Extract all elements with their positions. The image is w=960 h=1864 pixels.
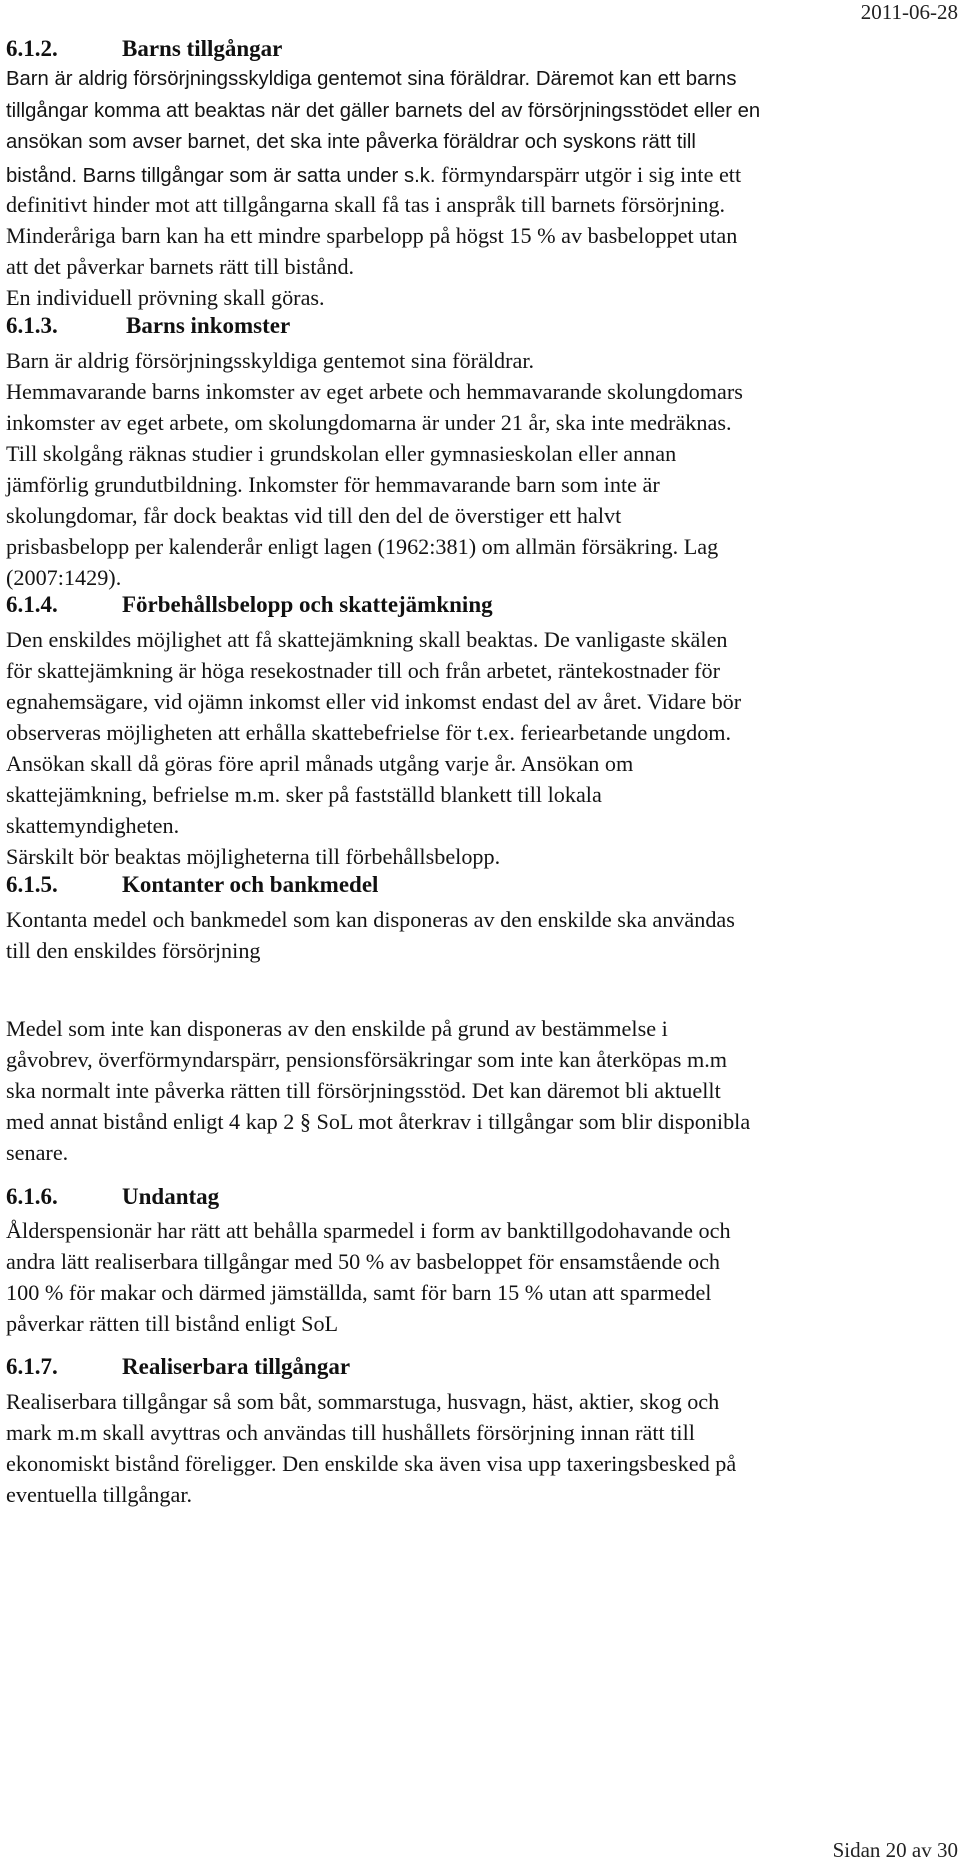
section-body-6-1-2 bbox=[6, 64, 958, 192]
body-text-sans: Barn är aldrig försörjningsskyldiga gentemot sina föräldrar. Däremot kan ett barns tillgångar komma att beaktas när det gäller barnets del av försörjningsstödet eller en ansökan som avser barnet, det ska inte påverka föräldrar och syskons rätt till bistånd. Barns tillgångar som är satta under s.k. bbox=[6, 68, 761, 187]
section-number: 6.1.6. bbox=[6, 1184, 58, 1209]
section-number: 6.1.7. bbox=[6, 1354, 58, 1379]
section-heading-6-1-6 bbox=[6, 1184, 219, 1210]
section-heading-6-1-4 bbox=[6, 592, 493, 618]
section-title: Barns tillgångar bbox=[122, 36, 283, 61]
section-heading-6-1-3 bbox=[6, 313, 290, 339]
section-body-6-1-5-para2: Medel som inte kan disponeras av den enskilde på grund av bestämmelse i gåvobrev, överförmyndarspärr, pensionsförsäkringar som inte kan återköpas m.m ska normalt inte påverka rätten till försörjningsstöd. Det kan däremot bli aktuellt med annat bistånd enligt 4 kap 2 § SoL mot återkrav i tillgångar som blir disponibla senare. bbox=[6, 1016, 751, 1165]
section-body-6-1-3: Barn är aldrig försörjningsskyldiga gentemot sina föräldrar. Hemmavarande barns inkomster av eget arbete och hemmavarande skolungdomars inkomster av eget arbete, om skolungdomarna är under 21 år, ska inte medräknas. Till skolgång räknas studier i grundskolan eller gymnasieskolan eller annan jämförlig grundutbildning. Inkomster för hemmavarande barn som inte är skolungdomar, får dock beaktas vid till den del de överstiger ett halvt prisbasbelopp per kalenderår enligt lagen (1962:381) om allmän försäkring. Lag (2007:1429). bbox=[6, 348, 743, 590]
section-heading-6-1-2 bbox=[6, 36, 282, 62]
section-number: 6.1.3. bbox=[6, 313, 58, 338]
section-title: Realiserbara tillgångar bbox=[122, 1354, 351, 1379]
document-date: 2011-06-28 bbox=[860, 0, 958, 24]
section-body-6-1-2-cont: definitivt hinder mot att tillgångarna skall få tas i anspråk till barnets försörjning. Minderåriga barn kan ha ett mindre sparbelopp på högst 15 % av basbeloppet utan att det påverkar barnets rätt till bistånd. En individuell prövning skall göras. bbox=[6, 192, 738, 310]
section-body-6-1-7: Realiserbara tillgångar så som båt, sommarstuga, husvagn, häst, aktier, skog och mark m.m skall avyttras och användas till hushållets försörjning innan rätt till ekonomiskt bistånd föreligger. Den enskilde ska även visa upp taxeringsbesked på eventuella tillgångar. bbox=[6, 1389, 737, 1507]
section-title: Kontanter och bankmedel bbox=[122, 872, 379, 897]
section-number: 6.1.4. bbox=[6, 592, 58, 617]
section-title: Förbehållsbelopp och skattejämkning bbox=[122, 592, 493, 617]
section-heading-6-1-5 bbox=[6, 872, 378, 898]
section-heading-6-1-7 bbox=[6, 1354, 350, 1380]
section-body-6-1-4: Den enskildes möjlighet att få skattejämkning skall beaktas. De vanligaste skälen för skattejämkning är höga resekostnader till och från arbetet, räntekostnader för egnahemsägare, vid ojämn inkomst eller vid inkomst endast del av året. Vidare bör observeras möjligheten att erhålla skattebefrielse för t.ex. feriearbetande ungdom. Ansökan skall då göras före april månads utgång varje år. Ansökan om skattejämkning, befrielse m.m. sker på fastställd blankett till lokala skattemyndigheten. Särskilt bör beaktas möjligheterna till förbehållsbelopp. bbox=[6, 627, 742, 869]
section-body-6-1-5: Kontanta medel och bankmedel som kan disponeras av den enskilde ska användas till den enskildes försörjning bbox=[6, 907, 735, 963]
section-number: 6.1.2. bbox=[6, 36, 58, 61]
page-number: Sidan 20 av 30 bbox=[832, 1838, 958, 1862]
section-number: 6.1.5. bbox=[6, 872, 58, 897]
body-text-serif-inline: förmyndarspärr utgör i sig inte ett bbox=[435, 161, 742, 187]
section-title: Undantag bbox=[122, 1184, 220, 1209]
section-body-6-1-6: Ålderspensionär har rätt att behålla sparmedel i form av banktillgodohavande och andra lätt realiserbara tillgångar med 50 % av basbeloppet för ensamstående och 100 % för makar och därmed jämställda, samt för barn 15 % utan att sparmedel påverkar rätten till bistånd enligt SoL bbox=[6, 1218, 731, 1336]
section-title: Barns inkomster bbox=[126, 313, 291, 338]
